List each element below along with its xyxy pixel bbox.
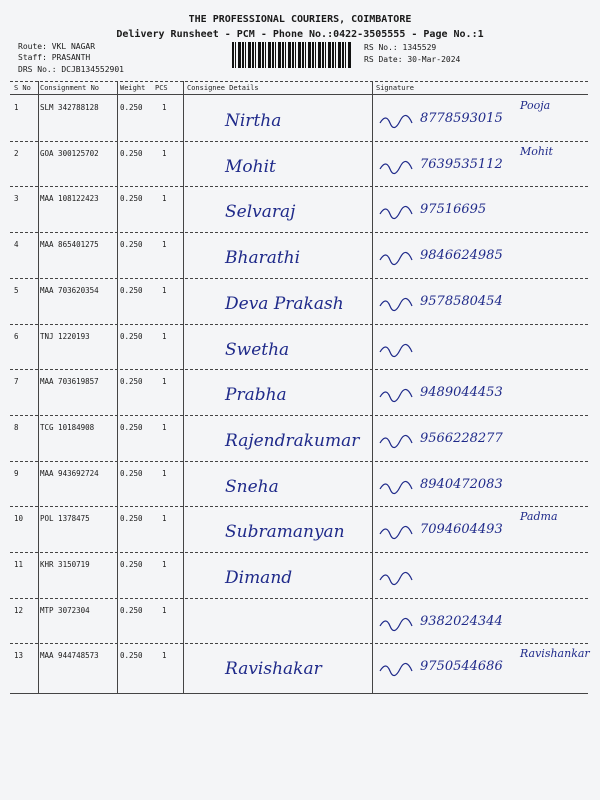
signature-scribble	[378, 477, 418, 497]
pcs-value: 1	[162, 606, 167, 615]
pcs-value: 1	[162, 469, 167, 478]
signature-phone-number: 9382024344	[420, 614, 503, 629]
pcs-value: 1	[162, 423, 167, 432]
row-separator	[10, 506, 588, 507]
consignment-number: TCG 10184908	[40, 423, 95, 432]
consignee-handwritten-name: Subramanyan	[225, 522, 345, 542]
row-sno: 5	[14, 286, 19, 295]
row-sno: 2	[14, 149, 19, 158]
column-divider	[372, 81, 373, 693]
rs-date: RS Date: 30-Mar-2024	[364, 55, 461, 64]
signature-phone-number: 9750544686	[420, 659, 503, 674]
consignment-number: MAA 943692724	[40, 469, 99, 478]
column-divider	[38, 81, 39, 693]
pcs-value: 1	[162, 194, 167, 203]
consignee-handwritten-name: Prabha	[225, 385, 287, 405]
consignment-number: MAA 865401275	[40, 240, 99, 249]
consignee-handwritten-name: Selvaraj	[225, 202, 296, 222]
row-sno: 13	[14, 651, 24, 660]
row-separator	[10, 278, 588, 279]
consignee-handwritten-name: Swetha	[225, 340, 290, 360]
signature-name: Ravishankar	[520, 647, 590, 660]
consignment-number: GOA 300125702	[40, 149, 99, 158]
consignment-number: MAA 703619857	[40, 377, 99, 386]
signature-scribble	[378, 248, 418, 268]
row-sno: 9	[14, 469, 19, 478]
rs-number: RS No.: 1345529	[364, 43, 437, 52]
signature-scribble	[378, 522, 418, 542]
signature-phone-number: 9578580454	[420, 294, 503, 309]
row-sno: 11	[14, 560, 24, 569]
row-sno: 6	[14, 332, 19, 341]
col-header-sno: S No	[14, 84, 31, 92]
pcs-value: 1	[162, 240, 167, 249]
row-separator	[10, 552, 588, 553]
staff-label: Staff: PRASANTH	[18, 53, 91, 62]
signature-scribble	[378, 111, 418, 131]
col-header-pcs: PCS	[155, 84, 168, 92]
signature-phone-number: 97516695	[420, 202, 487, 217]
row-separator	[10, 369, 588, 370]
row-sno: 4	[14, 240, 19, 249]
consignee-handwritten-name: Mohit	[225, 157, 276, 177]
consignment-number: MAA 108122423	[40, 194, 99, 203]
signature-scribble	[378, 431, 418, 451]
consignment-number: TNJ 1220193	[40, 332, 90, 341]
weight-value: 0.250	[120, 149, 143, 158]
signature-name: Mohit	[520, 145, 553, 158]
col-header-consignment: Consignment No	[40, 84, 100, 92]
consignee-handwritten-name: Sneha	[225, 477, 279, 497]
consignee-handwritten-name: Deva Prakash	[225, 294, 344, 314]
pcs-value: 1	[162, 514, 167, 523]
pcs-value: 1	[162, 332, 167, 341]
consignment-number: MAA 703620354	[40, 286, 99, 295]
drs-number: DRS No.: DCJB134552901	[18, 65, 124, 74]
row-sno: 8	[14, 423, 19, 432]
signature-scribble	[378, 294, 418, 314]
row-separator	[10, 415, 588, 416]
weight-value: 0.250	[120, 651, 143, 660]
weight-value: 0.250	[120, 423, 143, 432]
signature-phone-number: 7094604493	[420, 522, 503, 537]
weight-value: 0.250	[120, 560, 143, 569]
route-label: Route: VKL NAGAR	[18, 42, 96, 51]
pcs-value: 1	[162, 103, 167, 112]
barcode-image	[232, 42, 352, 68]
table-bottom-border	[10, 693, 588, 694]
row-separator	[10, 461, 588, 462]
row-sno: 1	[14, 103, 19, 112]
signature-name: Padma	[520, 510, 558, 523]
signature-phone-number: 9846624985	[420, 248, 503, 263]
signature-name: Pooja	[520, 99, 551, 112]
weight-value: 0.250	[120, 514, 143, 523]
consignee-handwritten-name: Dimand	[225, 568, 293, 588]
row-separator	[10, 598, 588, 599]
consignee-handwritten-name: Rajendrakumar	[225, 431, 360, 451]
column-divider	[117, 81, 118, 693]
row-sno: 3	[14, 194, 19, 203]
pcs-value: 1	[162, 149, 167, 158]
row-sno: 12	[14, 606, 24, 615]
row-separator	[10, 324, 588, 325]
consignment-number: KHR 3150719	[40, 560, 90, 569]
col-header-consignee: Consignee Details	[187, 84, 259, 92]
weight-value: 0.250	[120, 332, 143, 341]
weight-value: 0.250	[120, 194, 143, 203]
signature-phone-number: 8778593015	[420, 111, 503, 126]
signature-phone-number: 9566228277	[420, 431, 503, 446]
col-header-signature: Signature	[376, 84, 414, 92]
consignment-number: MTP 3072304	[40, 606, 90, 615]
col-header-weight: Weight	[120, 84, 146, 92]
weight-value: 0.250	[120, 240, 143, 249]
row-sno: 10	[14, 514, 24, 523]
pcs-value: 1	[162, 560, 167, 569]
weight-value: 0.250	[120, 286, 143, 295]
row-separator	[10, 186, 588, 187]
weight-value: 0.250	[120, 103, 143, 112]
column-divider	[183, 81, 184, 693]
company-title: THE PROFESSIONAL COURIERS, COIMBATORE	[188, 14, 412, 25]
row-sno: 7	[14, 377, 19, 386]
signature-scribble	[378, 385, 418, 405]
table-top-border	[10, 81, 588, 82]
weight-value: 0.250	[120, 469, 143, 478]
signature-scribble	[378, 659, 418, 679]
header-underline	[10, 94, 588, 95]
consignee-handwritten-name: Nirtha	[225, 111, 282, 131]
pcs-value: 1	[162, 651, 167, 660]
consignee-handwritten-name: Bharathi	[225, 248, 301, 268]
consignee-handwritten-name: Ravishakar	[225, 659, 322, 679]
consignment-number: MAA 944748573	[40, 651, 99, 660]
signature-phone-number: 7639535112	[420, 157, 503, 172]
signature-scribble	[378, 340, 418, 360]
signature-scribble	[378, 614, 418, 634]
signature-phone-number: 8940472083	[420, 477, 503, 492]
consignment-number: SLM 342788128	[40, 103, 99, 112]
signature-phone-number: 9489044453	[420, 385, 503, 400]
signature-scribble	[378, 202, 418, 222]
pcs-value: 1	[162, 286, 167, 295]
signature-scribble	[378, 157, 418, 177]
signature-scribble	[378, 568, 418, 588]
weight-value: 0.250	[120, 377, 143, 386]
weight-value: 0.250	[120, 606, 143, 615]
consignment-number: POL 1378475	[40, 514, 90, 523]
pcs-value: 1	[162, 377, 167, 386]
row-separator	[10, 232, 588, 233]
runsheet-subtitle: Delivery Runsheet - PCM - Phone No.:0422-3505555 - Page No.:1	[116, 29, 484, 40]
row-separator	[10, 141, 588, 142]
row-separator	[10, 643, 588, 644]
